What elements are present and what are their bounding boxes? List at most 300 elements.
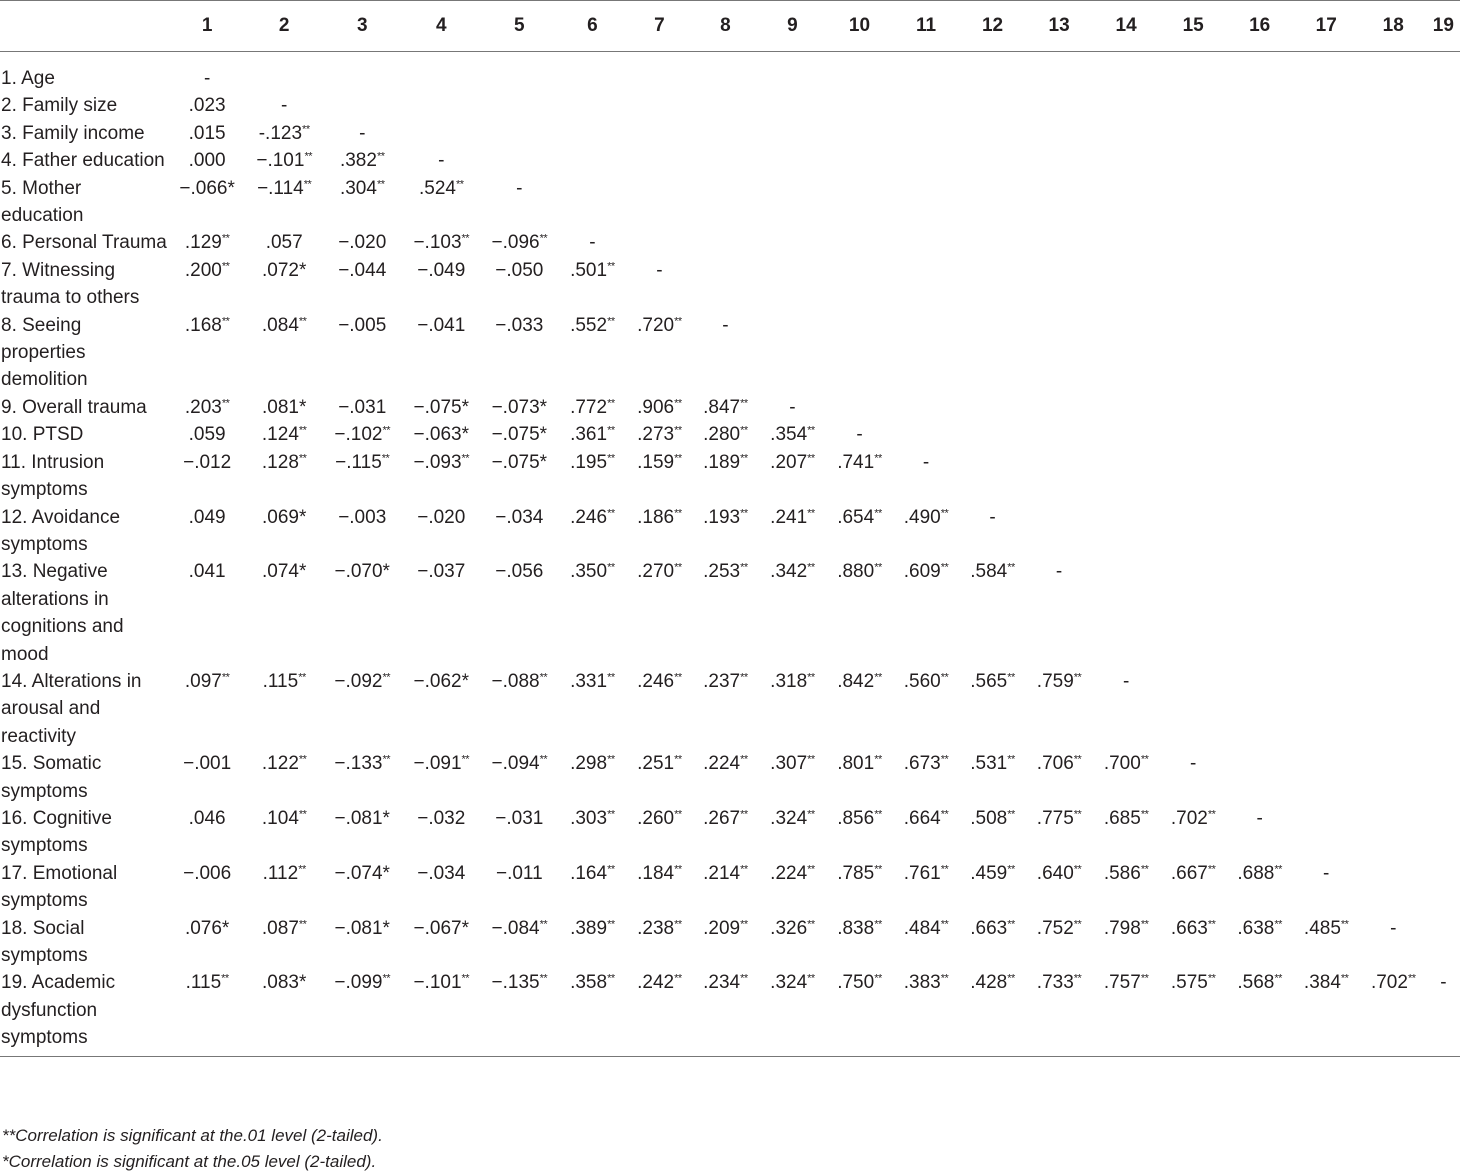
correlation-cell	[1427, 750, 1460, 805]
correlation-cell	[1360, 860, 1427, 915]
header-cell-19: 19	[1432, 15, 1454, 36]
correlation-value: .733	[1036, 972, 1074, 994]
correlation-value: .237	[703, 670, 741, 692]
correlation-cell	[1227, 120, 1293, 147]
correlation-cell	[558, 52, 626, 93]
correlation-value: .164	[570, 862, 608, 884]
table-row	[0, 449, 1460, 504]
significance-marker: **	[1207, 808, 1216, 821]
correlation-cell	[626, 92, 692, 119]
correlation-cell	[322, 421, 402, 448]
correlation-cell	[960, 915, 1026, 970]
correlation-cell	[558, 915, 626, 970]
correlation-value: .083*	[261, 972, 307, 994]
significance-marker: **	[1207, 972, 1216, 985]
correlation-cell	[1227, 421, 1293, 448]
header-cell-4: 4	[435, 15, 447, 36]
correlation-value: −.003	[338, 506, 387, 528]
correlation-cell	[1293, 147, 1360, 174]
correlation-cell	[692, 969, 758, 1056]
correlation-cell	[168, 750, 246, 805]
correlation-cell	[758, 147, 826, 174]
correlation-value: −.063*	[413, 424, 470, 446]
correlation-value: -	[656, 259, 663, 281]
correlation-cell	[1360, 805, 1427, 860]
significance-marker: **	[1073, 918, 1082, 930]
significance-marker: **	[940, 671, 949, 684]
correlation-cell	[626, 805, 692, 860]
significance-marker: **	[1007, 972, 1015, 985]
correlation-cell	[246, 312, 322, 394]
correlation-cell	[322, 147, 402, 174]
significance-marker: **	[1073, 972, 1082, 985]
correlation-cell	[960, 805, 1026, 860]
correlation-value: −.101	[256, 150, 305, 172]
significance-marker: **	[740, 863, 748, 876]
correlation-value: -	[1323, 862, 1330, 884]
correlation-cell	[626, 969, 692, 1056]
correlation-cell	[626, 860, 692, 915]
correlation-cell	[322, 860, 402, 915]
significance-marker: **	[874, 808, 882, 821]
correlation-value: .193	[703, 506, 741, 528]
correlation-cell	[168, 312, 246, 394]
correlation-cell	[168, 229, 246, 256]
correlation-cell	[168, 860, 246, 915]
table-row	[0, 312, 1460, 394]
significance-marker: **	[303, 178, 312, 191]
correlation-cell	[480, 805, 558, 860]
significance-marker: **	[874, 918, 882, 930]
correlation-cell	[1026, 915, 1093, 970]
significance-marker: **	[539, 972, 548, 985]
correlation-cell	[246, 229, 322, 256]
significance-marker: **	[807, 972, 815, 985]
correlation-value: -	[589, 232, 596, 254]
correlation-cell	[893, 449, 960, 504]
variable-label: 11. Intrusion symptoms	[1, 451, 105, 501]
correlation-cell	[758, 750, 826, 805]
correlation-cell	[1293, 312, 1360, 394]
significance-marker: **	[539, 671, 548, 684]
correlation-cell	[402, 175, 480, 230]
variable-label: 5. Mother education	[1, 177, 84, 227]
correlation-cell	[1427, 860, 1460, 915]
correlation-cell	[1360, 504, 1427, 559]
correlation-cell	[826, 120, 892, 147]
correlation-value: −.062*	[413, 670, 470, 692]
significance-marker: **	[298, 808, 307, 821]
significance-marker: **	[874, 972, 882, 985]
significance-marker: **	[674, 918, 682, 930]
correlation-value: .251	[637, 753, 675, 775]
significance-marker: **	[740, 506, 748, 519]
correlation-value: −.011	[495, 862, 543, 884]
header-cell-blank	[0, 1, 168, 52]
variable-label: 3. Family income	[1, 122, 145, 144]
correlation-value: .203	[184, 396, 222, 418]
correlation-cell	[1227, 52, 1293, 93]
correlation-cell	[558, 92, 626, 119]
correlation-cell	[893, 969, 960, 1056]
significance-marker: **	[455, 178, 464, 191]
correlation-value: .238	[637, 917, 675, 939]
correlation-cell	[692, 668, 758, 750]
header-cell-12: 12	[981, 15, 1004, 36]
correlation-value: -.123	[258, 122, 303, 144]
significance-marker: **	[674, 424, 682, 437]
correlation-value: −.101	[413, 972, 462, 994]
header-cell-11: 11	[915, 15, 937, 36]
correlation-cell	[1093, 312, 1160, 394]
correlation-value: .798	[1103, 917, 1141, 939]
correlation-cell	[1026, 668, 1093, 750]
correlation-cell	[626, 120, 692, 147]
correlation-cell	[1293, 449, 1360, 504]
table-row	[0, 257, 1460, 312]
correlation-value: −.049	[417, 259, 466, 281]
correlation-cell	[322, 257, 402, 312]
correlation-value: −.115	[335, 451, 382, 473]
correlation-cell	[626, 52, 692, 93]
correlation-cell	[826, 915, 892, 970]
correlation-cell	[1360, 52, 1427, 93]
correlation-cell	[480, 668, 558, 750]
correlation-cell	[558, 504, 626, 559]
significance-marker: **	[1207, 918, 1216, 930]
correlation-value: .046	[188, 807, 226, 829]
table-row	[0, 92, 1460, 119]
correlation-cell	[1026, 504, 1093, 559]
header-cell-5: 5	[514, 15, 525, 36]
correlation-cell	[692, 915, 758, 970]
correlation-cell	[1160, 175, 1227, 230]
variable-label: 15. Somatic symptoms	[1, 753, 102, 802]
correlation-cell	[1093, 449, 1160, 504]
correlation-cell	[1427, 668, 1460, 750]
correlation-cell	[322, 668, 402, 750]
significance-marker: **	[940, 863, 949, 876]
correlation-cell	[1093, 558, 1160, 668]
correlation-cell	[1093, 229, 1160, 256]
significance-marker: **	[539, 232, 548, 245]
correlation-cell	[1093, 805, 1160, 860]
correlation-value: .049	[188, 506, 226, 528]
correlation-cell	[1427, 312, 1460, 394]
correlation-cell	[322, 915, 402, 970]
correlation-cell	[1293, 52, 1360, 93]
correlation-cell	[1293, 805, 1360, 860]
correlation-cell	[246, 750, 322, 805]
correlation-cell	[480, 915, 558, 970]
significance-marker: **	[221, 315, 230, 328]
correlation-value: .273	[637, 424, 675, 446]
significance-marker: **	[1140, 808, 1149, 821]
correlation-cell	[758, 805, 826, 860]
correlation-value: .700	[1103, 753, 1141, 775]
correlation-cell	[1026, 421, 1093, 448]
correlation-value: −.037	[417, 561, 466, 583]
correlation-cell	[758, 394, 826, 421]
significance-marker: **	[674, 671, 682, 684]
significance-marker: **	[461, 452, 470, 465]
significance-marker: **	[1140, 918, 1149, 930]
correlation-cell	[626, 394, 692, 421]
variable-label: 13. Negative alterations in cognitions and mood	[1, 561, 124, 665]
correlation-value: .304	[339, 177, 377, 199]
significance-marker: **	[1140, 972, 1149, 985]
correlation-value: .122	[261, 753, 299, 775]
table-row	[0, 558, 1460, 668]
correlation-cell	[168, 257, 246, 312]
correlation-value: -	[722, 314, 729, 336]
correlation-cell	[322, 969, 402, 1056]
correlation-cell	[692, 421, 758, 448]
significance-marker: **	[382, 671, 391, 684]
correlation-value: .081*	[261, 396, 307, 418]
correlation-cell	[1227, 92, 1293, 119]
correlation-value: .209	[703, 917, 741, 939]
correlation-cell	[1026, 558, 1093, 668]
correlation-cell	[1093, 969, 1160, 1056]
correlation-cell	[626, 229, 692, 256]
significance-marker: **	[740, 753, 748, 766]
table-row	[0, 915, 1460, 970]
significance-marker: **	[1007, 561, 1015, 574]
correlation-value: .112	[262, 862, 299, 884]
correlation-cell	[960, 668, 1026, 750]
correlation-value: .584	[970, 561, 1008, 583]
correlation-cell	[168, 394, 246, 421]
significance-marker: **	[298, 315, 307, 328]
correlation-cell	[1427, 175, 1460, 230]
correlation-cell	[246, 668, 322, 750]
correlation-value: −.033	[495, 314, 544, 336]
significance-marker: **	[740, 424, 748, 437]
correlation-cell	[322, 558, 402, 668]
significance-marker: **	[1007, 918, 1015, 930]
correlation-value: .224	[770, 862, 808, 884]
correlation-value: .847	[703, 396, 741, 418]
header-row	[0, 1, 1460, 52]
header-cell-18: 18	[1382, 15, 1404, 36]
correlation-value: −.093	[413, 451, 462, 473]
correlation-value: .524	[419, 177, 456, 199]
correlation-cell	[1160, 52, 1227, 93]
footnote-significance-05: *Correlation is significant at the.05 level (2-tailed).	[2, 1152, 377, 1171]
correlation-value: .761	[903, 862, 941, 884]
correlation-cell	[246, 421, 322, 448]
significance-marker: **	[674, 315, 682, 328]
correlation-cell	[246, 915, 322, 970]
correlation-cell	[893, 915, 960, 970]
correlation-cell	[960, 229, 1026, 256]
correlation-cell	[1160, 421, 1227, 448]
correlation-cell	[480, 421, 558, 448]
correlation-cell	[1360, 312, 1427, 394]
correlation-cell	[826, 668, 892, 750]
correlation-cell	[246, 52, 322, 93]
correlation-cell	[692, 504, 758, 559]
significance-marker: **	[1007, 671, 1015, 684]
table-row	[0, 120, 1460, 147]
correlation-value: −.074*	[334, 862, 390, 884]
correlation-value: .270	[637, 561, 675, 583]
correlation-value: .720	[637, 314, 675, 336]
correlation-cell	[1093, 668, 1160, 750]
correlation-cell	[758, 915, 826, 970]
correlation-cell	[246, 257, 322, 312]
correlation-cell	[1360, 229, 1427, 256]
correlation-value: −.073*	[491, 396, 548, 418]
significance-marker: **	[607, 863, 615, 876]
correlation-value: .741	[837, 451, 875, 473]
correlation-cell	[322, 312, 402, 394]
correlation-value: .856	[837, 807, 875, 829]
significance-marker: **	[221, 671, 230, 684]
correlation-cell	[626, 504, 692, 559]
correlation-cell	[960, 750, 1026, 805]
significance-marker: **	[674, 397, 682, 410]
correlation-value: −.034	[495, 506, 544, 528]
correlation-cell	[1160, 257, 1227, 312]
correlation-cell	[960, 421, 1026, 448]
correlation-value: .186	[637, 506, 675, 528]
correlation-cell	[758, 312, 826, 394]
correlation-cell	[1026, 147, 1093, 174]
significance-marker: **	[461, 972, 470, 985]
correlation-cell	[168, 92, 246, 119]
correlation-value: .673	[903, 753, 941, 775]
correlation-cell	[246, 120, 322, 147]
correlation-value: .069*	[261, 506, 307, 528]
correlation-cell	[960, 92, 1026, 119]
correlation-cell	[826, 969, 892, 1056]
correlation-cell	[558, 668, 626, 750]
correlation-value: −.070*	[334, 561, 390, 583]
significance-marker: **	[607, 918, 615, 930]
correlation-cell	[826, 805, 892, 860]
correlation-cell	[1293, 394, 1360, 421]
correlation-cell	[1427, 504, 1460, 559]
header-cell-10: 10	[848, 15, 871, 36]
correlation-cell	[826, 229, 892, 256]
correlation-cell	[1227, 860, 1293, 915]
correlation-cell	[402, 805, 480, 860]
correlation-cell	[168, 175, 246, 230]
correlation-value: .303	[570, 807, 608, 829]
correlation-cell	[758, 229, 826, 256]
correlation-cell	[1093, 915, 1160, 970]
correlation-cell	[558, 860, 626, 915]
correlation-cell	[322, 805, 402, 860]
correlation-value: .389	[570, 917, 608, 939]
correlation-cell	[1093, 257, 1160, 312]
correlation-value: −.075*	[491, 451, 548, 473]
variable-label: 7. Witnessing trauma to others	[1, 259, 140, 309]
variable-label: 4. Father education	[1, 150, 165, 172]
correlation-value: .318	[770, 670, 808, 692]
correlation-cell	[1360, 394, 1427, 421]
correlation-cell	[1227, 229, 1293, 256]
significance-marker: **	[674, 452, 682, 465]
correlation-value: .685	[1103, 807, 1141, 829]
correlation-cell	[893, 750, 960, 805]
correlation-cell	[692, 257, 758, 312]
correlation-value: .361	[570, 424, 608, 446]
significance-marker: **	[298, 671, 306, 684]
variable-label: 10. PTSD	[1, 424, 84, 446]
correlation-cell	[246, 558, 322, 668]
correlation-cell	[1093, 860, 1160, 915]
correlation-cell	[893, 504, 960, 559]
significance-marker: **	[1140, 753, 1149, 766]
significance-marker: **	[1140, 863, 1149, 876]
correlation-value: .189	[703, 451, 741, 473]
correlation-cell	[480, 175, 558, 230]
correlation-cell	[1427, 421, 1460, 448]
correlation-value: .195	[570, 451, 608, 473]
header-cell-13: 13	[1048, 15, 1070, 36]
correlation-cell	[1427, 147, 1460, 174]
correlation-cell	[1360, 969, 1427, 1056]
significance-marker: **	[940, 808, 949, 821]
correlation-value: -	[1390, 917, 1397, 939]
significance-marker: **	[874, 863, 882, 876]
correlation-cell	[1427, 558, 1460, 668]
correlation-cell	[480, 52, 558, 93]
correlation-value: .772	[570, 396, 608, 418]
correlation-cell	[480, 969, 558, 1056]
correlation-cell	[960, 860, 1026, 915]
correlation-cell	[758, 257, 826, 312]
correlation-value: .759	[1036, 670, 1074, 692]
correlation-cell	[1360, 421, 1427, 448]
correlation-value: .640	[1036, 862, 1074, 884]
correlation-value: -	[516, 177, 523, 199]
significance-marker: **	[376, 150, 385, 163]
correlation-cell	[960, 312, 1026, 394]
correlation-value: −.092	[334, 670, 383, 692]
correlation-cell	[893, 92, 960, 119]
correlation-value: −.067*	[413, 917, 470, 939]
variable-label: 19. Academic dysfunction symptoms	[1, 972, 116, 1049]
header-cell-3: 3	[356, 15, 368, 36]
variable-label: 2. Family size	[1, 95, 118, 117]
significance-marker: **	[461, 232, 470, 245]
header-cell-8: 8	[720, 15, 731, 36]
header-cell-14: 14	[1115, 15, 1137, 36]
correlation-cell	[558, 120, 626, 147]
correlation-value: .057	[265, 232, 303, 254]
correlation-value: −.102	[334, 424, 383, 446]
significance-marker: **	[674, 863, 682, 876]
correlation-cell	[558, 147, 626, 174]
correlation-value: .234	[703, 972, 741, 994]
correlation-cell	[1093, 120, 1160, 147]
variable-label: 16. Cognitive symptoms	[1, 807, 112, 857]
correlation-cell	[1360, 668, 1427, 750]
correlation-cell	[1026, 257, 1093, 312]
correlation-cell	[246, 92, 322, 119]
significance-marker: **	[381, 452, 390, 465]
correlation-value: .752	[1036, 917, 1074, 939]
correlation-cell	[1293, 257, 1360, 312]
correlation-cell	[1227, 449, 1293, 504]
significance-marker: **	[539, 918, 548, 930]
correlation-cell	[246, 147, 322, 174]
correlation-cell	[1026, 52, 1093, 93]
